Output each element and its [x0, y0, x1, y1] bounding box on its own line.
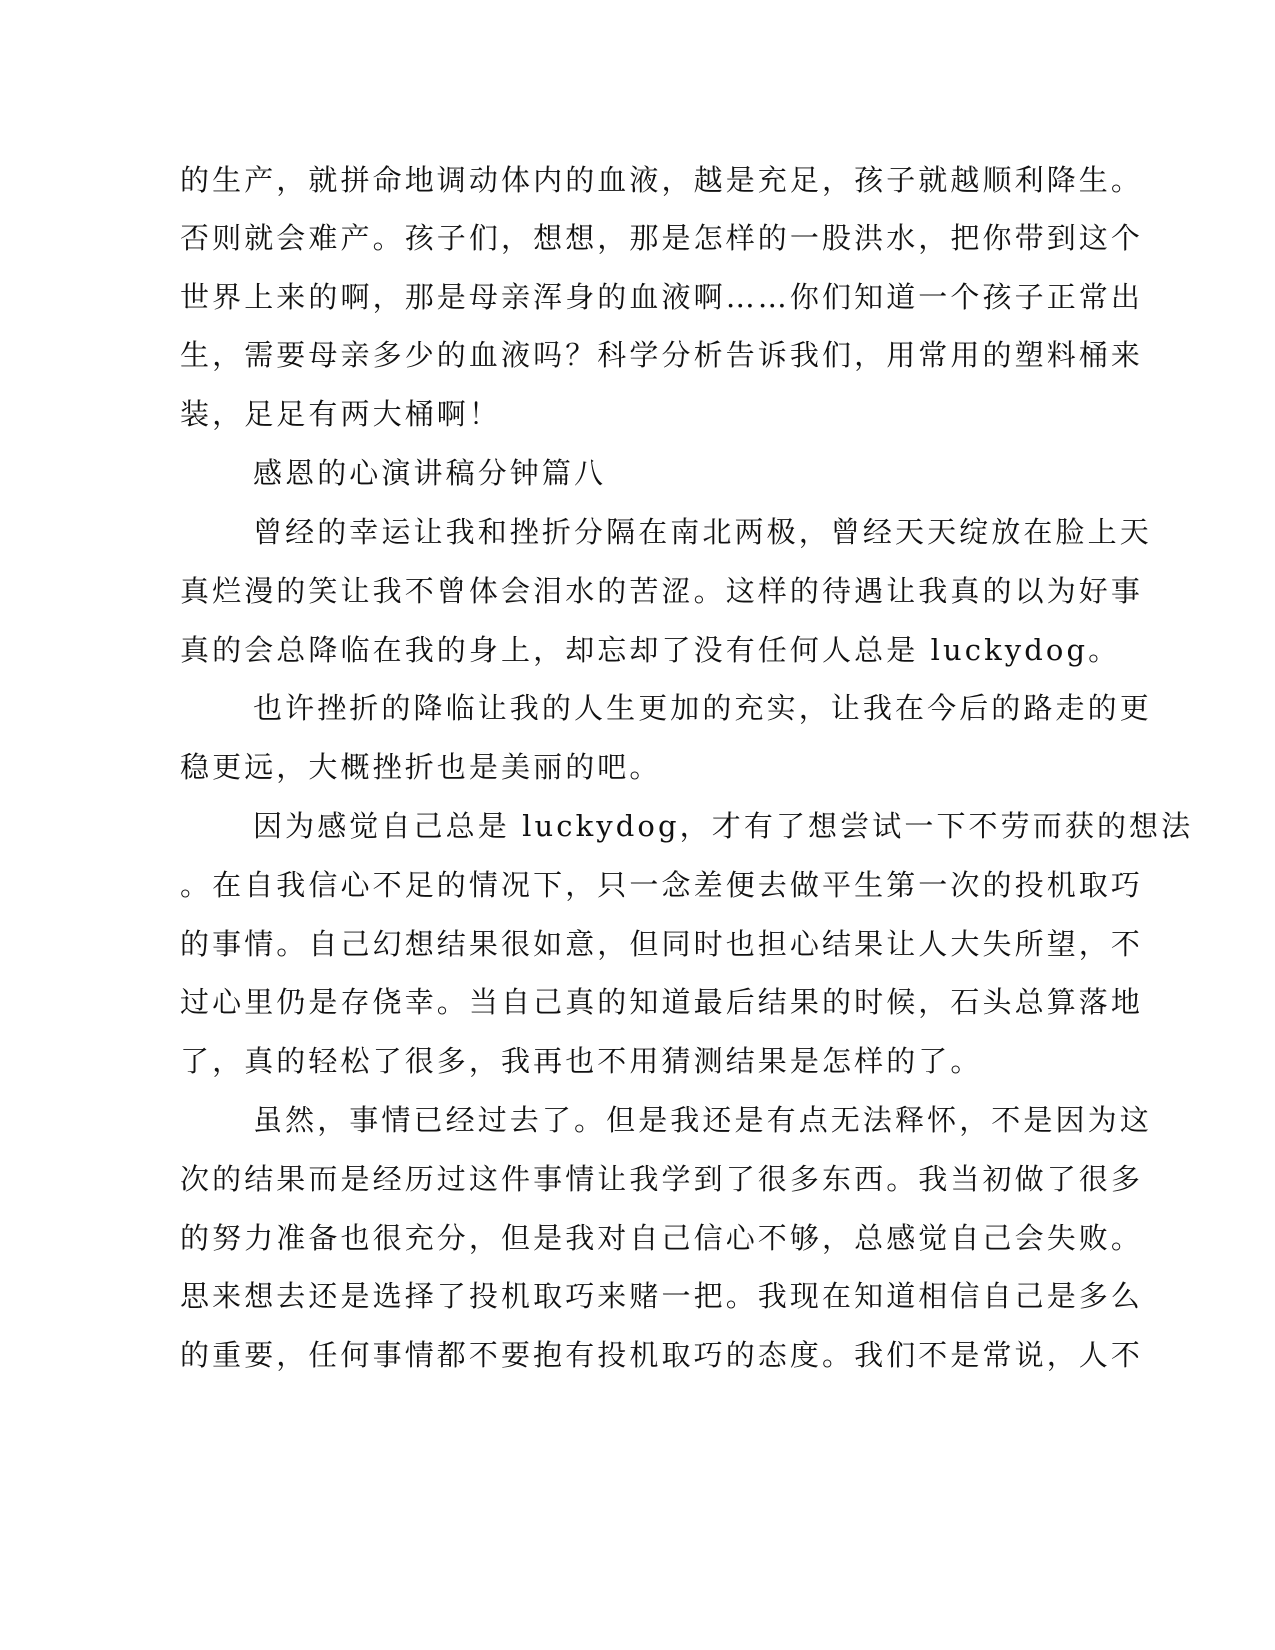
text-line: 真烂漫的笑让我不曾体会泪水的苦涩。这样的待遇让我真的以为好事	[180, 574, 1144, 608]
text-line: 过心里仍是存侥幸。当自己真的知道最后结果的时候，石头总算落地	[180, 985, 1144, 1019]
text-line: 装，足足有两大桶啊！	[180, 397, 502, 431]
text-line: 的努力准备也很充分，但是我对自己信心不够，总感觉自己会失败。	[180, 1221, 1144, 1255]
text-line: 了，真的轻松了很多，我再也不用猜测结果是怎样的了。	[180, 1044, 983, 1078]
text-line: 也许挫折的降临让我的人生更加的充实，让我在今后的路走的更	[253, 691, 1152, 725]
text-line: 否则就会难产。孩子们，想想，那是怎样的一股洪水，把你带到这个	[180, 221, 1144, 255]
text-line: 因为感觉自己总是 luckydog，才有了想尝试一下不劳而获的想法	[253, 809, 1194, 843]
text-line: 的事情。自己幻想结果很如意，但同时也担心结果让人大失所望，不	[180, 927, 1144, 961]
text-line: 生，需要母亲多少的血液吗？科学分析告诉我们，用常用的塑料桶来	[180, 338, 1144, 372]
text-line: 思来想去还是选择了投机取巧来赌一把。我现在知道相信自己是多么	[180, 1279, 1144, 1313]
text-line: 真的会总降临在我的身上，却忘却了没有任何人总是 luckydog。	[180, 633, 1121, 667]
text-line: 曾经的幸运让我和挫折分隔在南北两极，曾经天天绽放在脸上天	[253, 515, 1152, 549]
text-line: 世界上来的啊，那是母亲浑身的血液啊……你们知道一个孩子正常出	[180, 280, 1144, 314]
text-line: 。在自我信心不足的情况下，只一念差便去做平生第一次的投机取巧	[180, 868, 1144, 902]
section-heading: 感恩的心演讲稿分钟篇八	[253, 456, 607, 490]
text-line: 的重要，任何事情都不要抱有投机取巧的态度。我们不是常说，人不	[180, 1338, 1144, 1372]
text-line: 次的结果而是经历过这件事情让我学到了很多东西。我当初做了很多	[180, 1162, 1144, 1196]
text-line: 稳更远，大概挫折也是美丽的吧。	[180, 750, 662, 784]
text-line: 的生产，就拼命地调动体内的血液，越是充足，孩子就越顺利降生。	[180, 163, 1144, 197]
text-line: 虽然，事情已经过去了。但是我还是有点无法释怀，不是因为这	[253, 1103, 1152, 1137]
